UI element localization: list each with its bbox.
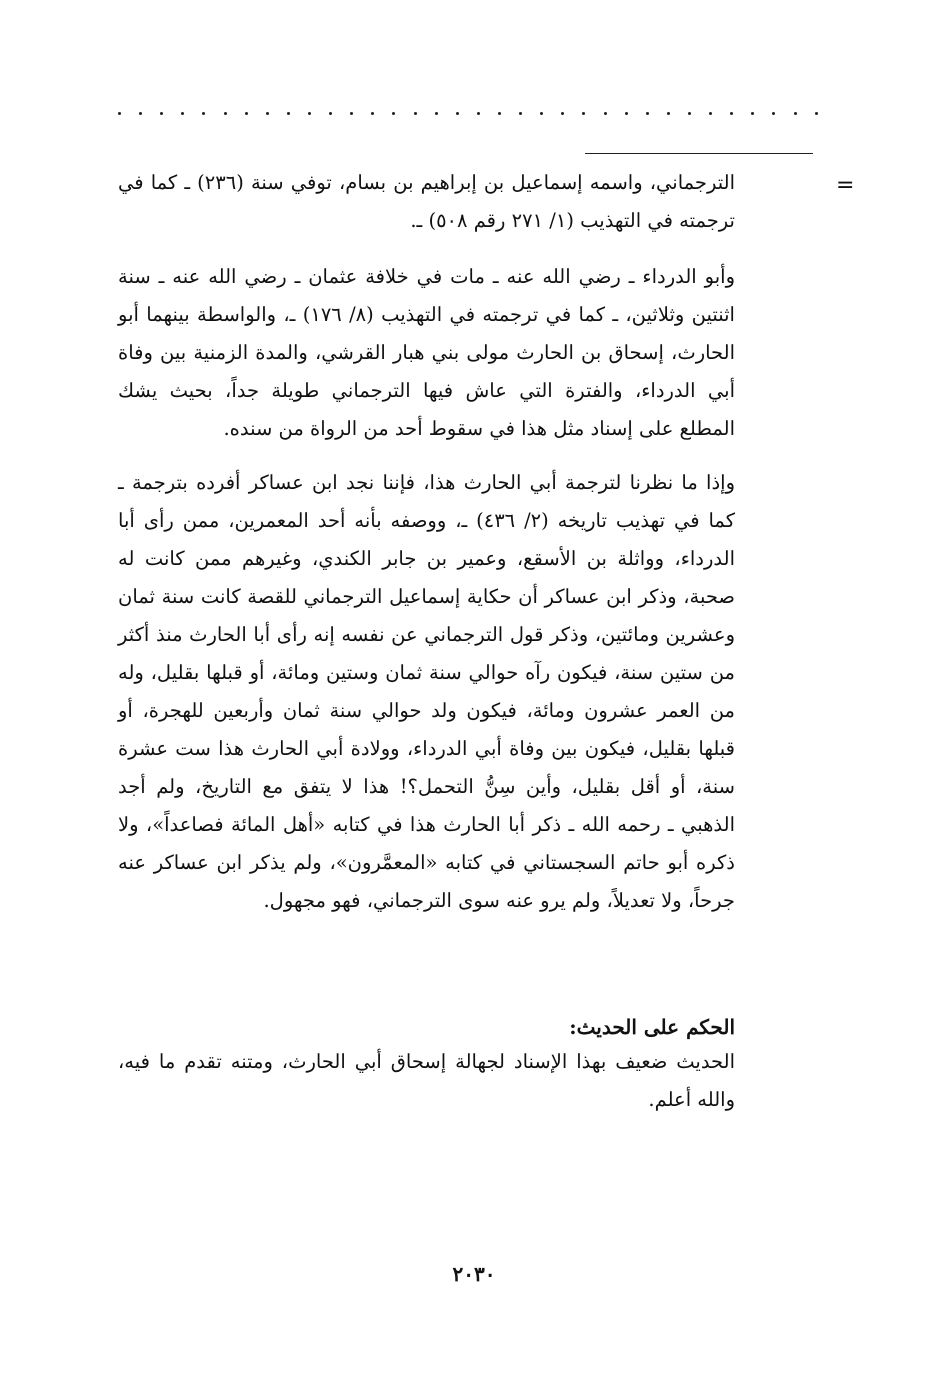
separator-dot [329, 112, 332, 115]
separator-dot [667, 112, 670, 115]
separator-dot [202, 112, 205, 115]
footnote-text: الترجماني، واسمه إسماعيل بن إبراهيم بن بسام، توفي سنة (٢٣٦) ـ كما في ترجمته في التهذيب (١/ ٢٧١ رقم ٥٠٨) ـ. [118, 171, 735, 232]
separator-dot [266, 112, 269, 115]
separator-dot [245, 112, 248, 115]
separator-dot [435, 112, 438, 115]
continuation-mark: = [836, 173, 855, 198]
separator-dot [625, 112, 628, 115]
separator-dot [160, 112, 163, 115]
separator-dot [224, 112, 227, 115]
page-number: ٢٠٣٠ [452, 1262, 496, 1286]
separator-dot [730, 112, 733, 115]
separator-dot [815, 112, 818, 115]
separator-dot [414, 112, 417, 115]
dotted-separator [118, 106, 818, 120]
footnote-rule [585, 153, 813, 154]
separator-dot [561, 112, 564, 115]
separator-dot [477, 112, 480, 115]
separator-dot [392, 112, 395, 115]
separator-dot [181, 112, 184, 115]
separator-dot [772, 112, 775, 115]
separator-dot [604, 112, 607, 115]
separator-dot [751, 112, 754, 115]
separator-dot [308, 112, 311, 115]
separator-dot [350, 112, 353, 115]
separator-dot [582, 112, 585, 115]
separator-dot [498, 112, 501, 115]
paragraph-abu-darda: وأبو الدرداء ـ رضي الله عنه ـ مات في خلافة عثمان ـ رضي الله عنه ـ سنة اثنتين وثلاثين، ـ كما في ترجمته في التهذيب (٨/ ١٧٦) ـ، والواسطة بينهما أبو الحارث، إسحاق بن الحارث مولى بني هبار القرشي، والمدة الزمنية بين وفاة أبي الدرداء، والفترة التي عاش فيها الترجماني طويلة جداً، بحيث يشك المطلع على إسناد مثل هذا في سقوط أحد من الرواة من سنده. [118, 265, 735, 440]
ruling-text: الحديث ضعيف بهذا الإسناد لجهالة إسحاق أبي الحارث، ومتنه تقدم ما فيه، والله أعلم. [118, 1050, 735, 1111]
separator-dot [794, 112, 797, 115]
separator-dot [287, 112, 290, 115]
separator-dot [371, 112, 374, 115]
separator-dot [118, 112, 121, 115]
ruling-heading: الحكم على الحديث: [569, 1015, 735, 1039]
separator-dot [139, 112, 142, 115]
separator-dot [688, 112, 691, 115]
separator-dot [456, 112, 459, 115]
separator-dot [709, 112, 712, 115]
separator-dot [519, 112, 522, 115]
paragraph-abu-harith: وإذا ما نظرنا لترجمة أبي الحارث هذا، فإننا نجد ابن عساكر أفرده بترجمة ـ كما في تهذيب تاريخه (٢/ ٤٣٦) ـ، ووصفه بأنه أحد المعمرين، ممن رأى أبا الدرداء، وواثلة بن الأسقع، وعمير بن جابر الكندي، وغيرهم ممن كانت له صحبة، وذكر ابن عساكر أن حكاية إسماعيل الترجماني للقصة كانت سنة ثمان وعشرين ومائتين، وذكر قول الترجماني عن نفسه إنه رأى أبا الحارث منذ أكثر من ستين سنة، فيكون رآه حوالي سنة ثمان وستين ومائة، أو قبلها بقليل، وله من العمر عشرون ومائة، فيكون ولد حوالي سنة ثمان وأربعين للهجرة، أو قبلها بقليل، فيكون بين وفاة أبي الدرداء، وولادة أبي الحارث هذا ست عشرة سنة، أو أقل بقليل، وأين سِنُّ التحمل؟! هذا لا يتفق مع التاريخ، ولم أجد الذهبي ـ رحمه الله ـ ذكر أبا الحارث هذا في كتابه «أهل المائة فصاعداً»، ولا ذكره أبو حاتم السجستاني في كتابه «المعمَّرون»، ولم يذكر ابن عساكر عنه جرحاً، ولا تعديلاً، ولم يرو عنه سوى الترجماني، فهو مجهول. [118, 471, 735, 912]
separator-dot [540, 112, 543, 115]
separator-dot [646, 112, 649, 115]
